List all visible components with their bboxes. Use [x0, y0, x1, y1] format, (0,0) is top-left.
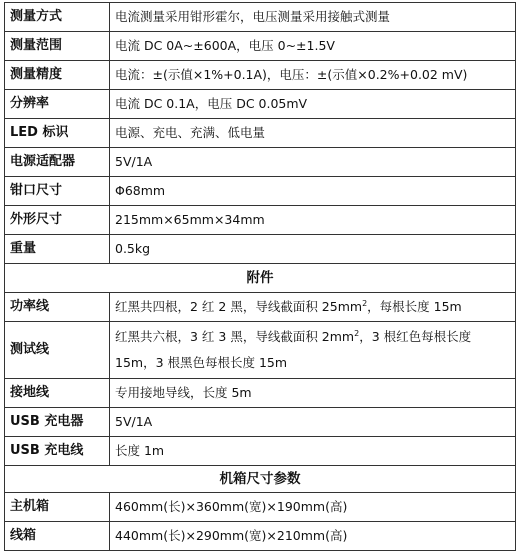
- row-value: 215mm×65mm×34mm: [110, 206, 516, 235]
- row-value: 5V/1A: [110, 148, 516, 177]
- row-value: 电流 DC 0A~±600A，电压 0~±1.5V: [110, 32, 516, 61]
- table-row: [5, 3, 516, 32]
- row-label: 重量: [5, 235, 110, 264]
- row-label: 测量范围: [5, 32, 110, 61]
- row-label: USB 充电线: [5, 437, 110, 466]
- row-value: 0.5kg: [110, 235, 516, 264]
- accessories-heading: 附件: [5, 264, 516, 293]
- row-value: 电流：±(示值×1%+0.1A)，电压：±(示值×0.2%+0.02 mV): [110, 61, 516, 90]
- section-row: [5, 264, 516, 293]
- table-row: [5, 148, 516, 177]
- row-value: 440mm(长)×290mm(宽)×210mm(高): [110, 522, 516, 551]
- table-row: [5, 522, 516, 551]
- table-row: [5, 206, 516, 235]
- row-label: 钳口尺寸: [5, 177, 110, 206]
- row-label: 电源适配器: [5, 148, 110, 177]
- table-row: [5, 293, 516, 322]
- table-row: [5, 322, 516, 379]
- table-row: [5, 379, 516, 408]
- row-label: 外形尺寸: [5, 206, 110, 235]
- row-label: 测量方式: [5, 3, 110, 32]
- row-value: 电源、充电、充满、低电量: [110, 119, 516, 148]
- row-value: 长度 1m: [110, 437, 516, 466]
- row-value: 5V/1A: [110, 408, 516, 437]
- table-row: [5, 32, 516, 61]
- row-value: [110, 322, 516, 379]
- row-label: 分辨率: [5, 90, 110, 119]
- table-row: [5, 235, 516, 264]
- row-label: 线箱: [5, 522, 110, 551]
- row-label: USB 充电器: [5, 408, 110, 437]
- superscript: 2: [354, 328, 360, 338]
- row-label: 测量精度: [5, 61, 110, 90]
- section-row: [5, 466, 516, 493]
- row-value-text: ，每根长度 15m: [367, 299, 462, 314]
- table-row: [5, 61, 516, 90]
- row-value: 电流 DC 0.1A，电压 DC 0.05mV: [110, 90, 516, 119]
- row-value: 电流测量采用钳形霍尔，电压测量采用接触式测量: [110, 3, 516, 32]
- row-value: 专用接地导线，长度 5m: [110, 379, 516, 408]
- row-label: 接地线: [5, 379, 110, 408]
- case-heading: 机箱尺寸参数: [5, 466, 516, 493]
- table-row: [5, 90, 516, 119]
- row-value: 460mm(长)×360mm(宽)×190mm(高): [110, 493, 516, 522]
- spec-table: [4, 2, 516, 551]
- row-label: 主机箱: [5, 493, 110, 522]
- row-value-text: ，3 根红色每根长度 15m，3 根黑色每根长度 15m: [115, 329, 472, 370]
- table-row: [5, 119, 516, 148]
- table-row: [5, 437, 516, 466]
- row-value: Φ68mm: [110, 177, 516, 206]
- row-value: [110, 293, 516, 322]
- row-label: 测试线: [5, 322, 110, 379]
- table-row: [5, 177, 516, 206]
- row-value-text: 红黑共六根，3 红 3 黑，导线截面积 2mm: [115, 329, 355, 344]
- table-row: [5, 493, 516, 522]
- table-row: [5, 408, 516, 437]
- row-label: 功率线: [5, 293, 110, 322]
- superscript: 2: [362, 298, 368, 308]
- row-label: LED 标识: [5, 119, 110, 148]
- row-value-text: 红黑共四根，2 红 2 黑，导线截面积 25mm: [115, 299, 363, 314]
